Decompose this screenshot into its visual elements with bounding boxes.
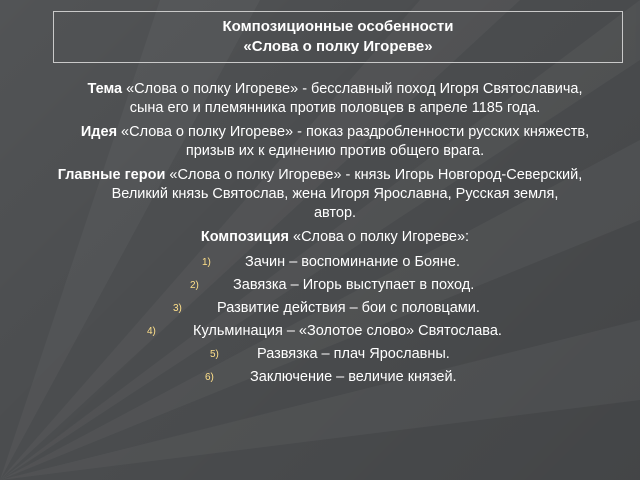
list-item <box>40 366 630 389</box>
composition-heading <box>40 228 630 247</box>
idea-label: Идея <box>80 124 118 140</box>
theme-text-line1: «Слова о полку Игореве» - бесславный поход Игоря Святославича, <box>122 81 583 97</box>
list-item-text: Развязка – плач Ярославны. <box>257 346 450 362</box>
list-item-text: Развитие действия – бои с половцами. <box>217 300 480 316</box>
list-item-number: 5) <box>210 349 219 360</box>
idea-text-line1: «Слова о полку Игореве» - показ раздробленности русских княжеств, <box>117 124 590 140</box>
theme-label: Тема <box>87 81 123 97</box>
slide-title-line1: Композиционные особенности <box>222 18 454 35</box>
heroes-paragraph <box>40 166 630 223</box>
list-item <box>40 343 630 366</box>
list-item <box>40 274 630 297</box>
list-item-text: Зачин – воспоминание о Бояне. <box>245 254 461 270</box>
slide-title-frame <box>53 11 623 63</box>
list-item-text: Завязка – Игорь выступает в поход. <box>233 277 475 293</box>
list-item-number: 4) <box>147 326 156 337</box>
heroes-text-line2: Великий князь Святослав, жена Игоря Ярославна, Русская земля, <box>111 186 559 202</box>
heroes-label: Главные герои <box>57 167 166 183</box>
heroes-text-line3: автор. <box>313 205 357 221</box>
list-item-number: 2) <box>190 280 199 291</box>
list-item-number: 6) <box>205 372 214 383</box>
theme-text-line2: сына его и племянника против половцев в апреле 1185 года. <box>129 100 541 116</box>
list-item-text: Кульминация – «Золотое слово» Святослава. <box>193 323 502 339</box>
slide-body <box>40 80 630 389</box>
composition-text: «Слова о полку Игореве»: <box>288 229 470 245</box>
composition-list <box>40 251 630 389</box>
slide-title-line2: «Слова о полку Игореве» <box>243 38 433 55</box>
list-item-number: 3) <box>173 303 182 314</box>
list-item <box>40 320 630 343</box>
idea-paragraph <box>40 123 630 161</box>
idea-text-line2: призыв их к единению против общего врага. <box>185 143 485 159</box>
heroes-text-line1: «Слова о полку Игореве» - князь Игорь Новгород-Северский, <box>165 167 583 183</box>
composition-label: Композиция <box>200 229 289 245</box>
theme-paragraph <box>40 80 630 118</box>
list-item-number: 1) <box>202 257 211 268</box>
list-item <box>40 251 630 274</box>
list-item-text: Заключение – величие князей. <box>250 369 457 385</box>
list-item <box>40 297 630 320</box>
